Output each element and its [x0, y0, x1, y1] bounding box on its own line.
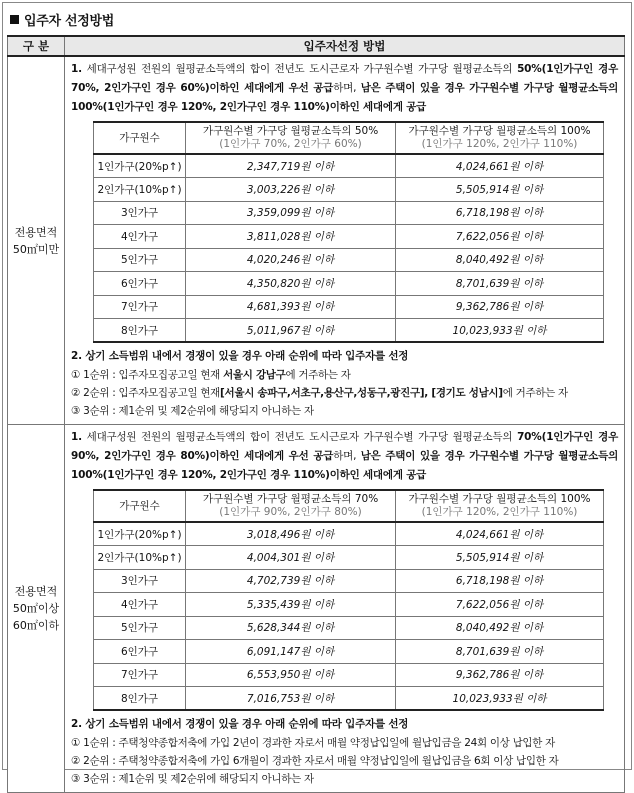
- full-income-limit: 6,718,198원 이하: [396, 201, 604, 225]
- ranking-number-mark: ①: [71, 369, 81, 381]
- ranking-number-mark: ①: [71, 737, 81, 749]
- priority-income-limit: 7,016,753원 이하: [186, 687, 396, 711]
- criteria-text: 하며,: [333, 82, 361, 94]
- item-number: 1.: [71, 63, 82, 75]
- priority-income-limit: 3,811,028원 이하: [186, 225, 396, 249]
- household-size: 7인가구: [94, 663, 186, 687]
- section-row: [8, 425, 625, 793]
- ranking-item: [71, 734, 618, 752]
- ranking-heading: 2. 상기 소득범위 내에서 경쟁이 있을 경우 아래 순위에 따라 입주자를 선정: [71, 350, 409, 362]
- item-number: 1.: [71, 431, 82, 443]
- priority-income-limit: 6,091,147원 이하: [186, 640, 396, 664]
- ranking-number-mark: ③: [71, 405, 81, 417]
- priority-income-limit: 6,553,950원 이하: [186, 663, 396, 687]
- priority-income-limit: 2,347,719원 이하: [186, 154, 396, 178]
- ranking-number-mark: ③: [71, 773, 81, 785]
- income-table-row: [94, 522, 604, 546]
- full-income-limit: 10,023,933원 이하: [396, 687, 604, 711]
- income-table: [93, 489, 604, 711]
- income-table-row: [94, 178, 604, 202]
- household-size: 6인가구: [94, 640, 186, 664]
- income-table-row: [94, 687, 604, 711]
- income-criteria-paragraph: [71, 60, 618, 117]
- priority-income-header: [186, 490, 396, 522]
- priority-income-limit: 3,003,226원 이하: [186, 178, 396, 202]
- ranking-item: [71, 752, 618, 770]
- column-header-category: 구 분: [8, 36, 65, 56]
- criteria-remaining-text: 남은 주택이 있을 경우 가구원수별 가구당 월평균소득의 100%(1인가구인 경우 120%, 2인가구인 경우 110%)이하인 세대에게 공급: [71, 82, 619, 113]
- heading-text: 입주자 선정방법: [24, 14, 115, 29]
- full-income-limit: 5,505,914원 이하: [396, 546, 604, 570]
- ranking-text: 1순위 : 입주자모집공고일 현재: [80, 369, 224, 381]
- selection-criteria: [65, 56, 625, 425]
- area-category-line: 50㎡이상: [12, 602, 60, 615]
- ranking-region: [서울시 송파구,서초구,용산구,성동구,광진구], [경기도 성남시]: [220, 387, 503, 399]
- area-category: [8, 425, 65, 793]
- ranking-item: [71, 384, 618, 402]
- household-size-header: 가구원수: [94, 490, 186, 522]
- household-size: 1인가구(20%p↑): [94, 154, 186, 178]
- priority-income-limit: 4,681,393원 이하: [186, 295, 396, 319]
- income-table-row: [94, 225, 604, 249]
- ranking-region: 서울시 강남구: [223, 369, 286, 381]
- household-size: 4인가구: [94, 225, 186, 249]
- household-size: 8인가구: [94, 687, 186, 711]
- selection-criteria: [65, 425, 625, 793]
- household-size: 4인가구: [94, 593, 186, 617]
- ranking-text: 2순위 : 주택청약종합저축에 가입 6개월이 경과한 자로서 매월 약정납입일에 월납입금을 6회 이상 납입한 자: [80, 755, 559, 767]
- ranking-item: [71, 770, 618, 788]
- household-size: 6인가구: [94, 272, 186, 296]
- income-table-row: [94, 248, 604, 272]
- income-table: [93, 121, 604, 343]
- criteria-remaining-text: 남은 주택이 있을 경우 가구원수별 가구당 월평균소득의 100%(1인가구인 경우 120%, 2인가구인 경우 110%)이하인 세대에게 공급: [71, 450, 619, 481]
- income-table-row: [94, 201, 604, 225]
- full-income-limit: 8,701,639원 이하: [396, 640, 604, 664]
- full-income-limit: 9,362,786원 이하: [396, 663, 604, 687]
- full-income-limit: 7,622,056원 이하: [396, 593, 604, 617]
- area-category-line: 50㎡미만: [12, 242, 60, 256]
- full-income-limit: 4,024,661원 이하: [396, 522, 604, 546]
- priority-income-limit: 3,359,099원 이하: [186, 201, 396, 225]
- income-table-row: [94, 569, 604, 593]
- ranking-number-mark: ②: [71, 387, 81, 399]
- selection-method-table: [7, 35, 625, 793]
- square-bullet-icon: [10, 15, 19, 24]
- priority-income-limit: 4,702,739원 이하: [186, 569, 396, 593]
- priority-income-header: [186, 122, 396, 154]
- section-heading: [10, 10, 114, 29]
- ranking-text: 3순위 : 제1순위 및 제2순위에 해당되지 아니하는 자: [80, 405, 314, 417]
- ranking-text: 3순위 : 제1순위 및 제2순위에 해당되지 아니하는 자: [80, 773, 314, 785]
- section-row: [8, 56, 625, 425]
- full-income-subtitle: (1인가구 120%, 2인가구 110%): [421, 506, 578, 518]
- priority-income-subtitle: (1인가구 70%, 2인가구 60%): [219, 138, 362, 150]
- household-size: 1인가구(20%p↑): [94, 522, 186, 546]
- full-income-header: [396, 122, 604, 154]
- income-table-row: [94, 593, 604, 617]
- household-size: 8인가구: [94, 319, 186, 343]
- priority-income-limit: 4,350,820원 이하: [186, 272, 396, 296]
- income-criteria-paragraph: [71, 428, 618, 485]
- full-income-subtitle: (1인가구 120%, 2인가구 110%): [421, 138, 578, 150]
- priority-income-limit: 5,011,967원 이하: [186, 319, 396, 343]
- priority-income-title: 가구원수별 가구당 월평균소득의 50%: [202, 125, 379, 137]
- criteria-priority-text: 50%(1인가구인 경우 70%, 2인가구인 경우 60%)이하인 세대에게 우선 공급: [71, 63, 619, 94]
- criteria-text: 세대구성원 전원의 월평균소득액의 합이 전년도 도시근로자 가구원수별 가구당 월평균소득의: [86, 431, 518, 443]
- full-income-limit: 8,040,492원 이하: [396, 248, 604, 272]
- household-size: 2인가구(10%p↑): [94, 546, 186, 570]
- criteria-text: 하며,: [333, 450, 361, 462]
- priority-income-limit: 3,018,496원 이하: [186, 522, 396, 546]
- income-table-row: [94, 295, 604, 319]
- full-income-limit: 8,040,492원 이하: [396, 616, 604, 640]
- income-table-row: [94, 546, 604, 570]
- income-table-row: [94, 272, 604, 296]
- ranking-item: [71, 402, 618, 420]
- priority-income-title: 가구원수별 가구당 월평균소득의 70%: [202, 493, 379, 505]
- criteria-priority-text: 70%(1인가구인 경우 90%, 2인가구인 경우 80%)이하인 세대에게 우선 공급: [71, 431, 619, 462]
- income-table-row: [94, 640, 604, 664]
- income-table-row: [94, 616, 604, 640]
- household-size-header: 가구원수: [94, 122, 186, 154]
- income-table-row: [94, 319, 604, 343]
- household-size: 5인가구: [94, 248, 186, 272]
- full-income-limit: 6,718,198원 이하: [396, 569, 604, 593]
- priority-income-limit: 4,004,301원 이하: [186, 546, 396, 570]
- priority-income-limit: 4,020,246원 이하: [186, 248, 396, 272]
- area-category-line: 60㎡이하: [12, 619, 60, 632]
- full-income-header: [396, 490, 604, 522]
- ranking-item: [71, 366, 618, 384]
- household-size: 7인가구: [94, 295, 186, 319]
- income-table-row: [94, 154, 604, 178]
- income-table-row: [94, 663, 604, 687]
- full-income-limit: 8,701,639원 이하: [396, 272, 604, 296]
- area-category: [8, 56, 65, 425]
- column-header-method: 입주자선정 방법: [65, 36, 625, 56]
- ranking-text: 1순위 : 주택청약종합저축에 가입 2년이 경과한 자로서 매월 약정납입일에 월납입금을 24회 이상 납입한 자: [80, 737, 555, 749]
- ranking-text: 2순위 : 입주자모집공고일 현재: [80, 387, 221, 399]
- ranking-text-suffix: 에 거주하는 자: [502, 387, 568, 399]
- household-size: 3인가구: [94, 201, 186, 225]
- income-table-header: [94, 490, 604, 522]
- full-income-limit: 7,622,056원 이하: [396, 225, 604, 249]
- priority-income-limit: 5,628,344원 이하: [186, 616, 396, 640]
- income-table-header: [94, 122, 604, 154]
- full-income-limit: 4,024,661원 이하: [396, 154, 604, 178]
- ranking-heading: 2. 상기 소득범위 내에서 경쟁이 있을 경우 아래 순위에 따라 입주자를 선정: [71, 718, 409, 730]
- ranking-text-suffix: 에 거주하는 자: [285, 369, 351, 381]
- priority-income-limit: 5,335,439원 이하: [186, 593, 396, 617]
- full-income-limit: 9,362,786원 이하: [396, 295, 604, 319]
- priority-income-subtitle: (1인가구 90%, 2인가구 80%): [219, 506, 362, 518]
- criteria-text: 세대구성원 전원의 월평균소득액의 합이 전년도 도시근로자 가구원수별 가구당 월평균소득의: [86, 63, 518, 75]
- area-category-line: 전용면적: [14, 585, 58, 598]
- full-income-limit: 10,023,933원 이하: [396, 319, 604, 343]
- ranking-number-mark: ②: [71, 755, 81, 767]
- household-size: 3인가구: [94, 569, 186, 593]
- household-size: 5인가구: [94, 616, 186, 640]
- area-category-line: 전용면적: [14, 225, 58, 239]
- household-size: 2인가구(10%p↑): [94, 178, 186, 202]
- full-income-title: 가구원수별 가구당 월평균소득의 100%: [408, 125, 591, 137]
- full-income-limit: 5,505,914원 이하: [396, 178, 604, 202]
- full-income-title: 가구원수별 가구당 월평균소득의 100%: [408, 493, 591, 505]
